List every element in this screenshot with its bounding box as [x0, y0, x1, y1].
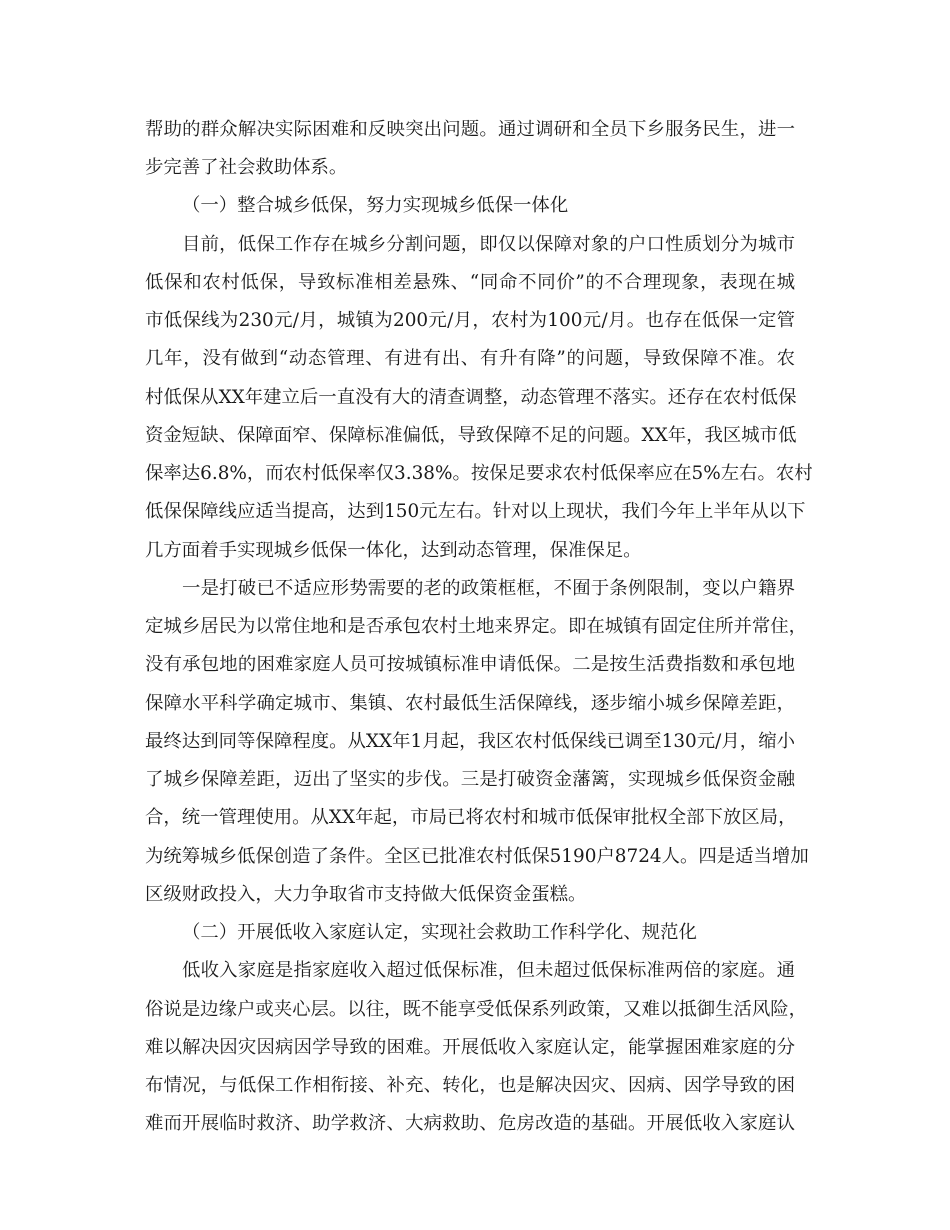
paragraph-line: 难而开展临时救济、助学救济、大病救助、危房改造的基础。开展低收入家庭认	[145, 1113, 795, 1134]
paragraph-line: 为统筹城乡低保创造了条件。全区已批准农村低保5190户8724人。四是适当增加	[145, 846, 809, 867]
paragraph-line: 几方面着手实现城乡低保一体化，达到动态管理，保准保足。	[145, 540, 642, 561]
paragraph-line: 目前，低保工作存在城乡分割问题，即仅以保障对象的户口性质划分为城市	[182, 234, 795, 255]
paragraph-line: 低收入家庭是指家庭收入超过低保标准，但未超过低保标准两倍的家庭。通	[182, 960, 795, 981]
paragraph-line: 了城乡保障差距，迈出了坚实的步伐。三是打破资金藩篱，实现城乡低保资金融	[145, 769, 795, 790]
paragraph-line: 步完善了社会救助体系。	[145, 157, 348, 178]
paragraph-line: 保率达6.8%，而农村低保率仅3.38%。按保足要求农村低保率应在5%左右。农村	[145, 463, 813, 484]
section-heading: （二）开展低收入家庭认定，实现社会救助工作科学化、规范化	[182, 922, 697, 943]
paragraph-line: 最终达到同等保障程度。从XX年1月起，我区农村低保线已调至130元/月，缩小	[145, 731, 795, 752]
paragraph-line: 市低保线为230元/月，城镇为200元/月，农村为100元/月。也存在低保一定管	[145, 310, 795, 331]
paragraph-line: 资金短缺、保障面窄、保障标准偏低，导致保障不足的问题。XX年，我区城市低	[145, 425, 797, 446]
section-heading: （一）整合城乡低保，努力实现城乡低保一体化	[182, 195, 569, 216]
paragraph-line: 几年，没有做到“动态管理、有进有出、有升有降”的问题，导致保障不准。农	[145, 348, 795, 369]
paragraph-line: 合，统一管理使用。从XX年起，市局已将农村和城市低保审批权全部下放区局，	[145, 807, 797, 828]
paragraph-line: 没有承包地的困难家庭人员可按城镇标准申请低保。二是按生活费指数和承包地	[145, 654, 795, 675]
paragraph-line: 低保和农村低保，导致标准相差悬殊、“同命不同价”的不合理现象，表现在城	[145, 272, 795, 293]
paragraph-line: 一是打破已不适应形势需要的老的政策框框，不囿于条例限制，变以户籍界	[182, 578, 795, 599]
paragraph-line: 保障水平科学确定城市、集镇、农村最低生活保障线，逐步缩小城乡保障差距，	[145, 693, 795, 714]
paragraph-line: 区级财政投入，大力争取省市支持做大低保资金蛋糕。	[145, 884, 587, 905]
paragraph-line: 俗说是边缘户或夹心层。以往，既不能享受低保系列政策，又难以抵御生活风险，	[145, 999, 808, 1020]
paragraph-line: 村低保从XX年建立后一直没有大的清查调整，动态管理不落实。还存在农村低保	[145, 387, 797, 408]
paragraph-line: 定城乡居民为以常住地和是否承包农村土地来界定。即在城镇有固定住所并常住，	[145, 616, 808, 637]
paragraph-line: 难以解决因灾因病因学导致的困难。开展低收入家庭认定，能掌握困难家庭的分	[145, 1037, 795, 1058]
paragraph-line: 布情况，与低保工作相衔接、补充、转化，也是解决因灾、因病、因学导致的困	[145, 1075, 795, 1096]
paragraph-line: 帮助的群众解决实际困难和反映突出问题。通过调研和全员下乡服务民生，进一	[145, 119, 795, 140]
paragraph-line: 低保保障线应适当提高，达到150元左右。针对以上现状，我们今年上半年从以下	[145, 501, 806, 522]
